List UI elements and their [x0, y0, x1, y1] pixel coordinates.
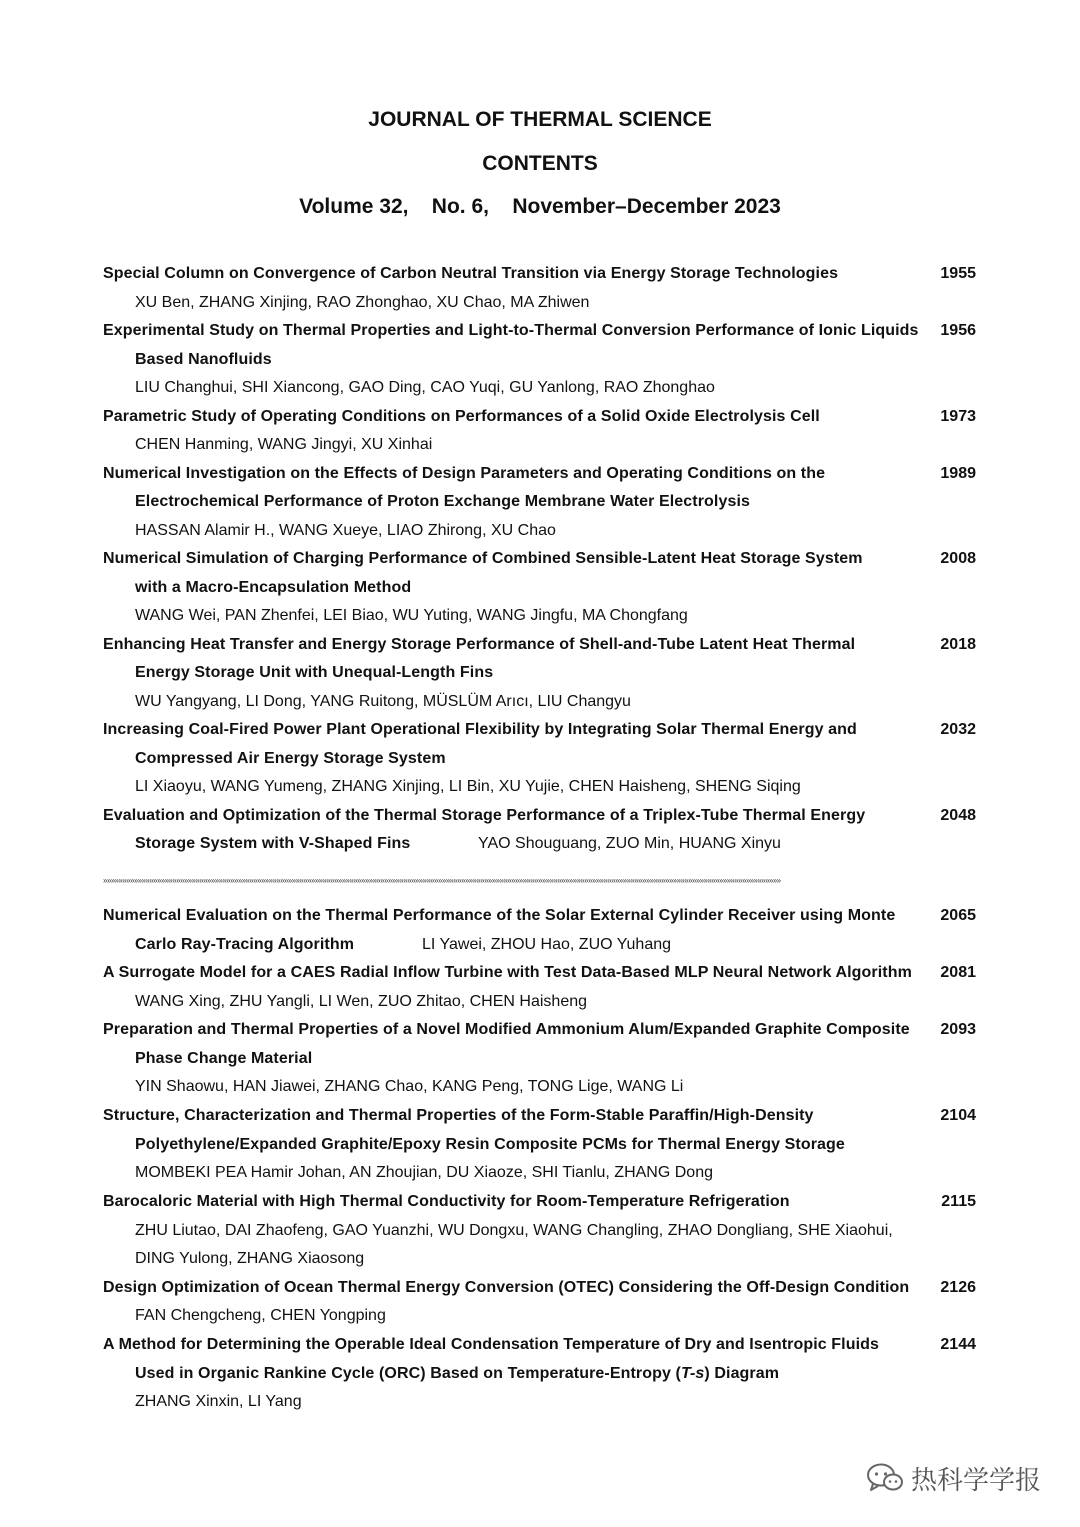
article-authors: XU Ben, ZHANG Xinjing, RAO Zhonghao, XU Chao, MA Zhiwen — [135, 294, 590, 311]
article-title[interactable]: Structure, Characterization and Thermal Properties of the Form-Stable Paraffin/High-Density — [103, 1107, 814, 1124]
article-authors-continued: DING Yulong, ZHANG Xiaosong — [135, 1250, 365, 1267]
article-title-continued[interactable]: Carlo Ray-Tracing Algorithm — [135, 936, 355, 953]
page-number: 1973 — [940, 408, 976, 425]
article-title-continued[interactable]: Electrochemical Performance of Proton Exchange Membrane Water Electrolysis — [135, 493, 751, 510]
article-title[interactable]: Design Optimization of Ocean Thermal Energy Conversion (OTEC) Considering the Off-Design Condition — [103, 1279, 910, 1296]
journal-title: JOURNAL OF THERMAL SCIENCE — [368, 108, 712, 131]
article-authors: HASSAN Alamir H., WANG Xueye, LIAO Zhirong, XU Chao — [135, 522, 556, 539]
article-authors: LIU Changhui, SHI Xiancong, GAO Ding, CAO Yuqi, GU Yanlong, RAO Zhonghao — [135, 379, 715, 396]
title-italic-symbol: T-s — [680, 1365, 705, 1382]
watermark — [865, 1458, 1041, 1498]
page-number: 1955 — [940, 265, 976, 282]
volume-issue-line: Volume 32, No. 6, November–December 2023 — [299, 195, 781, 218]
article-title-continued[interactable]: Energy Storage Unit with Unequal-Length Fins — [135, 664, 494, 681]
page-number: 2018 — [940, 636, 976, 653]
article-title-continued[interactable] — [135, 1364, 779, 1384]
watermark-text: 热科学学报 — [911, 1465, 1042, 1496]
page-number: 2104 — [940, 1107, 976, 1124]
title-text: Used in Organic Rankine Cycle (ORC) Based on Temperature-Entropy ( — [135, 1365, 681, 1382]
article-authors: WANG Xing, ZHU Yangli, LI Wen, ZUO Zhitao, CHEN Haisheng — [135, 993, 588, 1010]
article-authors: WU Yangyang, LI Dong, YANG Ruitong, MÜSLÜM Arıcı, LIU Changyu — [135, 693, 631, 710]
article-title[interactable]: Experimental Study on Thermal Properties and Light-to-Thermal Conversion Performance of Ionic Liquids — [103, 322, 919, 339]
article-authors: LI Xiaoyu, WANG Yumeng, ZHANG Xinjing, LI Bin, XU Yujie, CHEN Haisheng, SHENG Siqing — [135, 778, 801, 795]
article-title[interactable]: Enhancing Heat Transfer and Energy Storage Performance of Shell-and-Tube Latent Heat Thermal — [103, 636, 856, 653]
page-number: 2081 — [940, 964, 976, 981]
article-title[interactable]: A Method for Determining the Operable Ideal Condensation Temperature of Dry and Isentropic Fluids — [103, 1336, 880, 1353]
article-authors: MOMBEKI PEA Hamir Johan, AN Zhoujian, DU Xiaoze, SHI Tianlu, ZHANG Dong — [135, 1164, 713, 1181]
article-title-continued[interactable]: Compressed Air Energy Storage System — [135, 750, 446, 767]
article-authors: LI Yawei, ZHOU Hao, ZUO Yuhang — [422, 936, 672, 953]
section-separator: »»»»»»»»»»»»»»»»»»»»»»»»»»»»»»»»»»»»»»»»»»»»»»»»»»»»»»»»»»»»»»»»»»»»»»»»»»»»»»»»»»»»»»»»»»»»»»»»»»»»»»»»»»»»»»»»»»»»»»»»»»»»»»»»»»»»»»»»»»»»»»»»»»»»»»»»»»»»»»»»»»»»»»»»»»»»»»»» — [103, 876, 781, 885]
article-title[interactable]: Increasing Coal-Fired Power Plant Operational Flexibility by Integrating Solar Thermal Energy and — [103, 721, 857, 738]
article-title-continued[interactable]: Storage System with V-Shaped Fins — [135, 835, 411, 852]
article-title[interactable]: Numerical Simulation of Charging Performance of Combined Sensible-Latent Heat Storage System — [103, 550, 863, 567]
page-number: 1956 — [940, 322, 976, 339]
page-number: 2032 — [940, 721, 976, 738]
article-authors: ZHU Liutao, DAI Zhaofeng, GAO Yuanzhi, WU Dongxu, WANG Changling, ZHAO Dongliang, SHE Xiaohui, — [135, 1222, 893, 1239]
page-number: 2115 — [941, 1193, 976, 1210]
article-title[interactable]: Preparation and Thermal Properties of a Novel Modified Ammonium Alum/Expanded Graphite Composite — [103, 1021, 910, 1038]
article-title[interactable]: Numerical Evaluation on the Thermal Performance of the Solar External Cylinder Receiver using Monte — [103, 907, 896, 924]
article-title-continued[interactable]: with a Macro-Encapsulation Method — [135, 579, 412, 596]
page-number: 2008 — [940, 550, 976, 567]
article-authors: WANG Wei, PAN Zhenfei, LEI Biao, WU Yuting, WANG Jingfu, MA Chongfang — [135, 607, 688, 624]
page-number: 2048 — [940, 807, 976, 824]
contents-heading: CONTENTS — [482, 152, 598, 175]
article-authors: CHEN Hanming, WANG Jingyi, XU Xinhai — [135, 436, 433, 453]
wechat-icon — [865, 1461, 905, 1495]
article-title[interactable]: Special Column on Convergence of Carbon Neutral Transition via Energy Storage Technologies — [103, 265, 839, 282]
page-number: 2126 — [940, 1279, 976, 1296]
article-title-continued[interactable]: Polyethylene/Expanded Graphite/Epoxy Resin Composite PCMs for Thermal Energy Storage — [135, 1136, 845, 1153]
article-title-continued[interactable]: Phase Change Material — [135, 1050, 313, 1067]
article-title-continued[interactable]: Based Nanofluids — [135, 351, 272, 368]
page-number: 2065 — [940, 907, 976, 924]
article-title[interactable]: A Surrogate Model for a CAES Radial Inflow Turbine with Test Data-Based MLP Neural Network Algorithm — [103, 964, 912, 981]
page-number: 2144 — [940, 1336, 976, 1353]
article-authors: ZHANG Xinxin, LI Yang — [135, 1393, 302, 1410]
article-authors: YIN Shaowu, HAN Jiawei, ZHANG Chao, KANG Peng, TONG Lige, WANG Li — [135, 1078, 684, 1095]
article-title[interactable]: Barocaloric Material with High Thermal Conductivity for Room-Temperature Refrigeration — [103, 1193, 790, 1210]
title-text: ) Diagram — [704, 1365, 780, 1382]
page-number: 1989 — [940, 465, 976, 482]
article-title[interactable]: Numerical Investigation on the Effects of Design Parameters and Operating Conditions on the — [103, 465, 826, 482]
article-authors: FAN Chengcheng, CHEN Yongping — [135, 1307, 386, 1324]
page-number: 2093 — [940, 1021, 976, 1038]
article-title[interactable]: Evaluation and Optimization of the Thermal Storage Performance of a Triplex-Tube Thermal Energy — [103, 807, 866, 824]
article-authors: YAO Shouguang, ZUO Min, HUANG Xinyu — [478, 835, 781, 852]
article-title[interactable]: Parametric Study of Operating Conditions on Performances of a Solid Oxide Electrolysis Cell — [103, 408, 820, 425]
